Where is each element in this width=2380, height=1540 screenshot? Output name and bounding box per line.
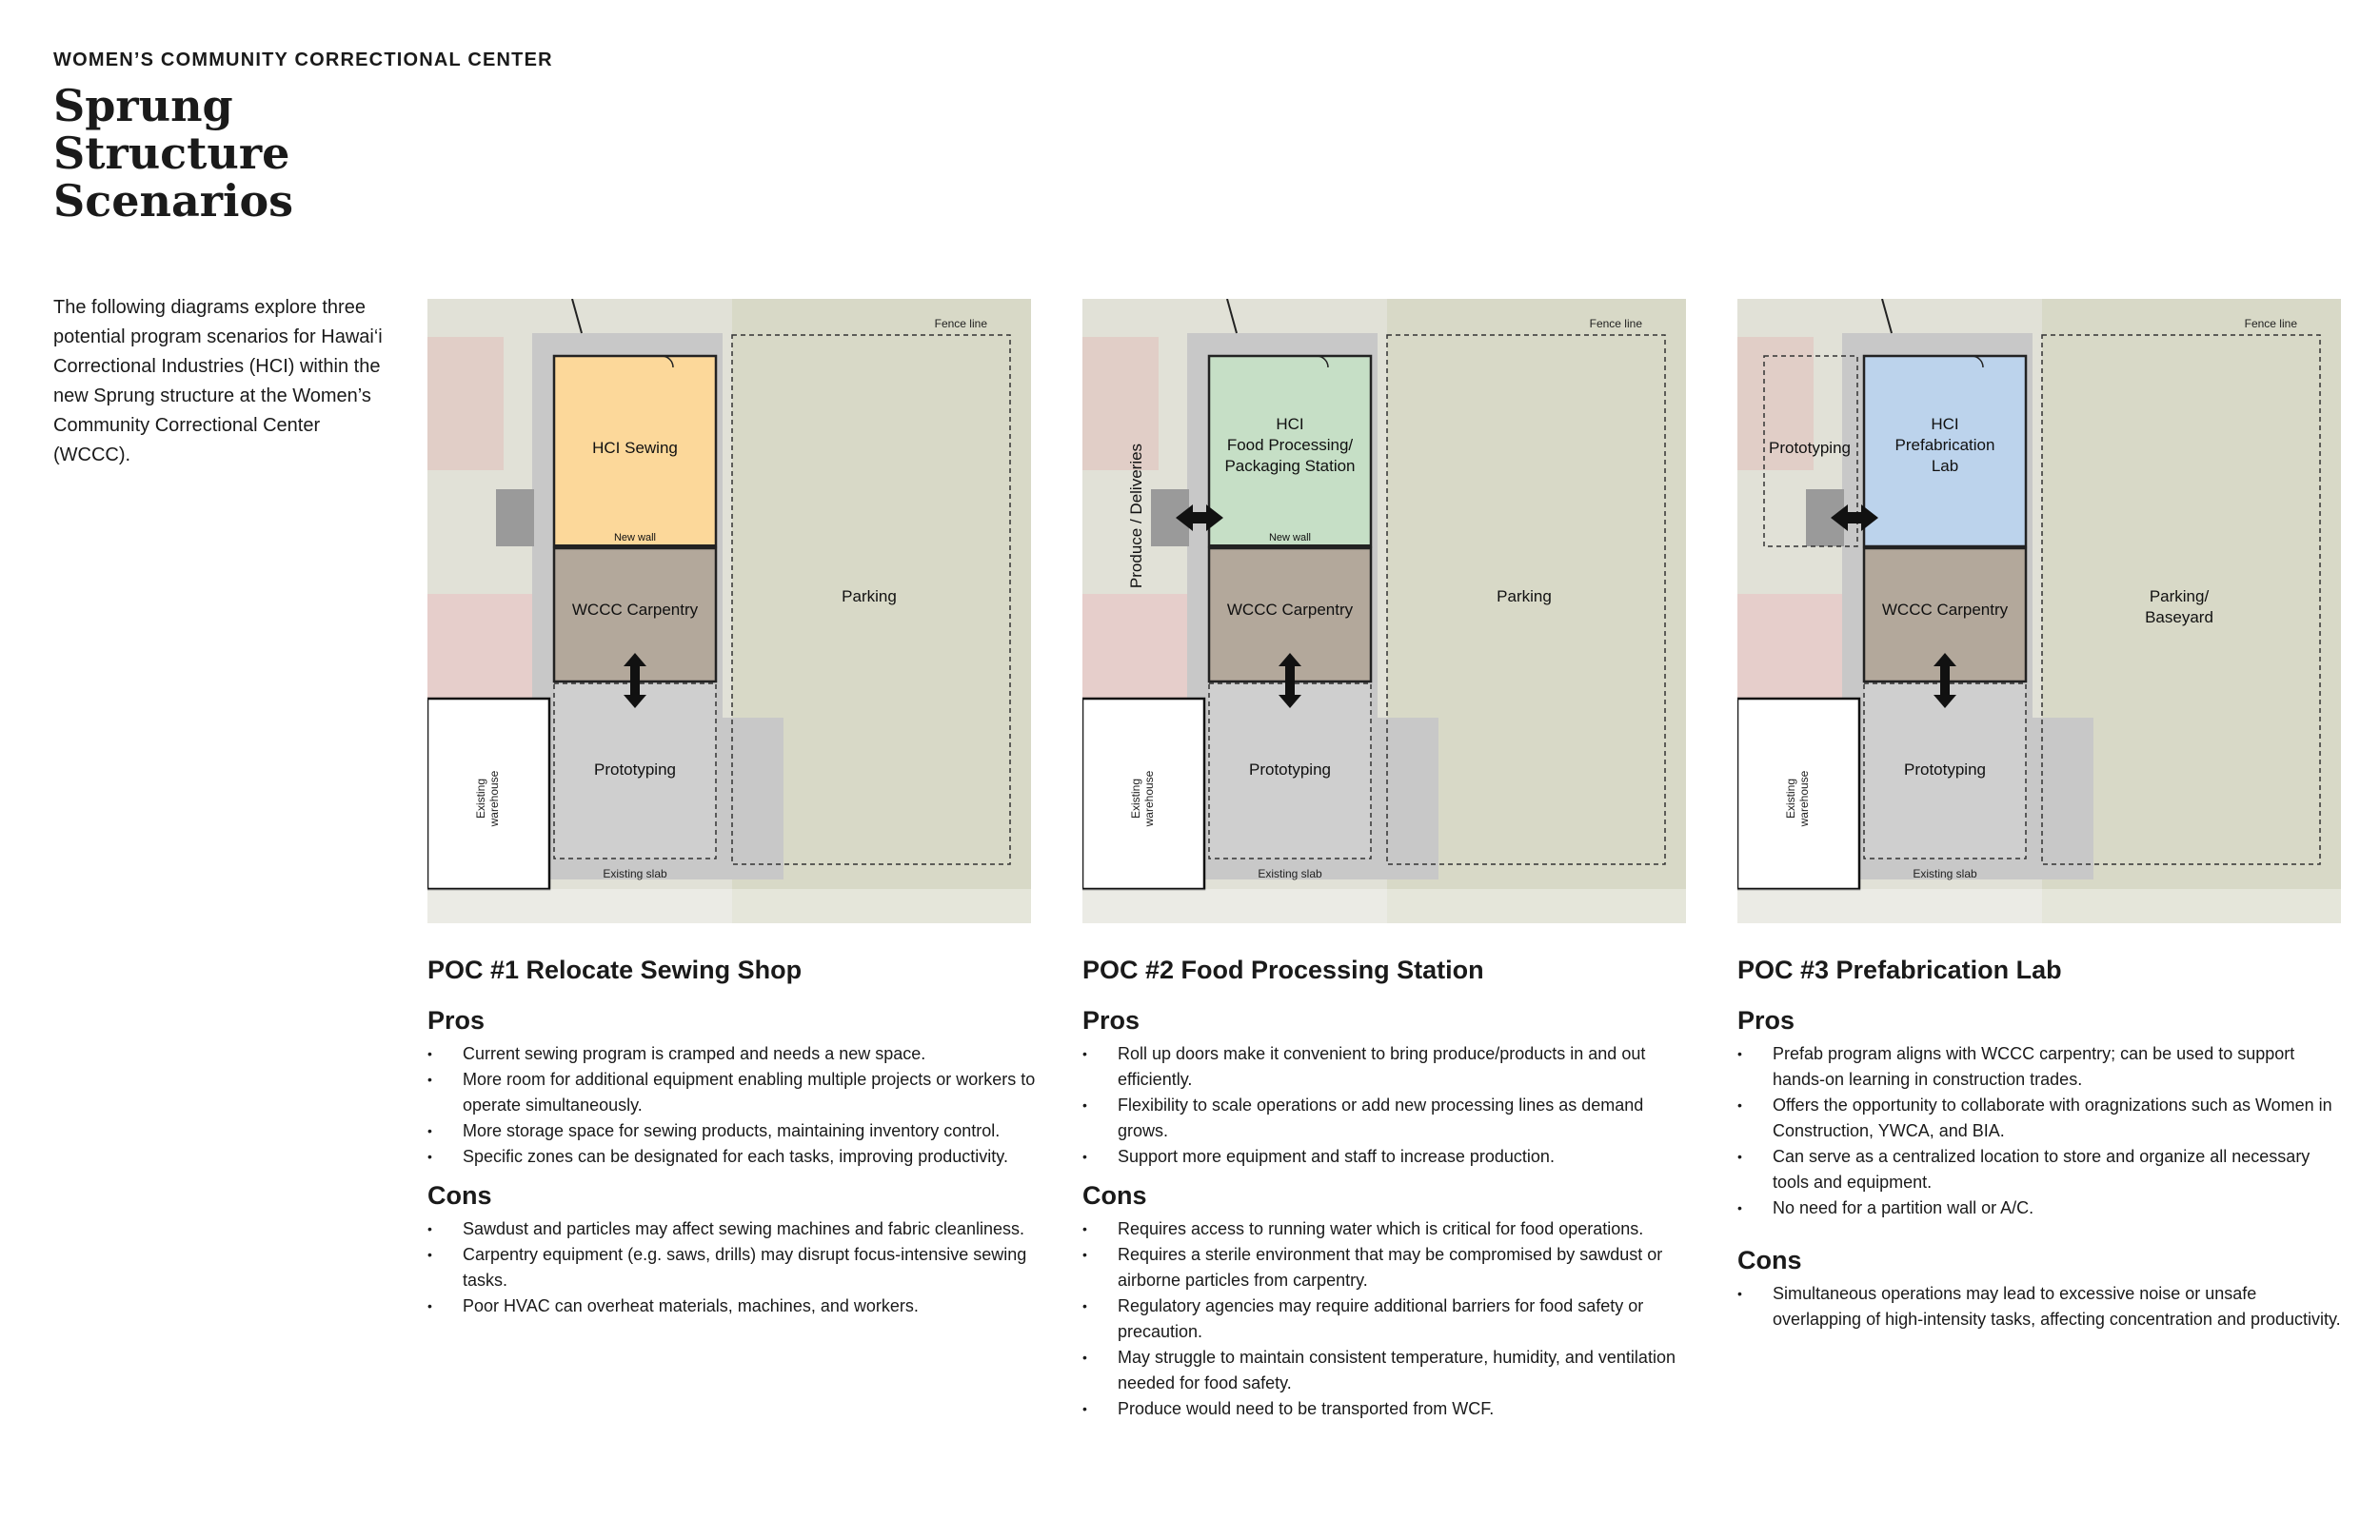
list-item: • Offers the opportunity to collaborate with oragnizations such as Women in Construction, YWCA, and BIA. [1737, 1093, 2347, 1144]
list-item: • More room for additional equipment enabling multiple projects or workers to operate simultaneously. [427, 1067, 1037, 1118]
title-line-2: Structure [53, 128, 290, 179]
list-item: • Requires access to running water which is critical for food operations. [1082, 1216, 1692, 1242]
slab-label: Existing slab [1258, 867, 1322, 880]
parking-label: Parking [842, 587, 897, 605]
poc1-column [427, 956, 1037, 1331]
carpentry-label: WCCC Carpentry [571, 601, 699, 619]
list-item: • Produce would need to be transported from WCF. [1082, 1396, 1692, 1422]
room-label-3: Lab [1931, 457, 1959, 475]
fence-line-label: Fence line [2244, 317, 2297, 330]
site-plan-poc3 [1737, 299, 2341, 923]
cons-heading: Cons [1082, 1181, 1147, 1210]
room-label-2: Prefabrication [1894, 436, 1995, 454]
list-item: • Roll up doors make it convenient to bring produce/products in and out efficiently. [1082, 1041, 1692, 1093]
list-item: • Poor HVAC can overheat materials, machines, and workers. [427, 1293, 1037, 1319]
room-label-1: HCI [1931, 415, 1959, 433]
cons-heading: Cons [427, 1181, 492, 1210]
poc-title: POC #1 Relocate Sewing Shop [427, 956, 803, 984]
warehouse-label-1: Existing [474, 778, 487, 819]
carpentry-label: WCCC Carpentry [1226, 601, 1354, 619]
cons-heading: Cons [1737, 1246, 1802, 1274]
site-plan-poc1 [427, 299, 1031, 923]
pros-list [427, 1041, 1037, 1170]
list-item: • No need for a partition wall or A/C. [1737, 1195, 2347, 1221]
list-item: • More storage space for sewing products, maintaining inventory control. [427, 1118, 1037, 1144]
page-title [53, 82, 434, 225]
list-item: • Regulatory agencies may require additional barriers for food safety or precaution. [1082, 1293, 1692, 1345]
warehouse-label-2: warehouse [1797, 770, 1811, 827]
room-label-1: HCI [1276, 415, 1304, 433]
list-item: • Can serve as a centralized location to store and organize all necessary tools and equipment. [1737, 1144, 2347, 1195]
room-label-3: Packaging Station [1224, 457, 1356, 475]
cons-list [1082, 1216, 1692, 1422]
site-plan-poc2 [1082, 299, 1686, 923]
poc-title: POC #3 Prefabrication Lab [1737, 956, 2062, 984]
title-line-3: Scenarios [53, 175, 294, 227]
parking-label: Parking [1497, 587, 1552, 605]
list-item: • Sawdust and particles may affect sewing machines and fabric cleanliness. [427, 1216, 1037, 1242]
list-item: • Flexibility to scale operations or add new processing lines as demand grows. [1082, 1093, 1692, 1144]
carpentry-label: WCCC Carpentry [1881, 601, 2009, 619]
prototyping-label: Prototyping [1249, 760, 1331, 779]
pros-heading: Pros [1737, 1006, 1795, 1035]
intro-paragraph: The following diagrams explore three potential program scenarios for Hawai‘i Correctional Industries (HCI) within the new Sprung structure at the Women’s Community Correctional Center (WCCC). [53, 297, 383, 465]
pros-list [1737, 1041, 2347, 1221]
cons-list [427, 1216, 1037, 1319]
pros-list [1082, 1041, 1692, 1170]
produce-deliveries-label: Produce / Deliveries [1127, 443, 1145, 589]
room-label: HCI Sewing [592, 439, 678, 457]
prototyping-label: Prototyping [594, 760, 676, 779]
warehouse-label-2: warehouse [1142, 770, 1156, 827]
poc3-column [1737, 956, 2347, 1344]
fence-line-label: Fence line [1589, 317, 1642, 330]
slab-label: Existing slab [603, 867, 667, 880]
parking-label-2: Baseyard [2145, 608, 2213, 626]
room-label-2: Food Processing/ [1226, 436, 1354, 454]
list-item: • Current sewing program is cramped and needs a new space. [427, 1041, 1037, 1067]
new-wall-label: New wall [613, 532, 657, 543]
warehouse-label-2: warehouse [487, 770, 501, 827]
cons-list [1737, 1281, 2347, 1333]
eyebrow-label: WOMEN’S COMMUNITY CORRECTIONAL CENTER [53, 49, 553, 70]
list-item: • Carpentry equipment (e.g. saws, drills) may disrupt focus-intensive sewing tasks. [427, 1242, 1037, 1293]
slab-label: Existing slab [1913, 867, 1977, 880]
title-line-1: Sprung [53, 80, 233, 131]
warehouse-label-1: Existing [1129, 778, 1142, 819]
prototyping-label: Prototyping [1904, 760, 1986, 779]
poc2-column [1082, 956, 1692, 1433]
list-item: • Prefab program aligns with WCCC carpentry; can be used to support hands-on learning in construction trades. [1737, 1041, 2347, 1093]
pros-heading: Pros [1082, 1006, 1140, 1035]
poc-title: POC #2 Food Processing Station [1082, 956, 1484, 984]
fence-line-label: Fence line [934, 317, 987, 330]
new-wall-label: New wall [1268, 532, 1312, 543]
list-item: • Requires a sterile environment that may be compromised by sawdust or airborne particles from carpentry. [1082, 1242, 1692, 1293]
list-item: • Support more equipment and staff to increase production. [1082, 1144, 1692, 1170]
parking-label-1: Parking/ [2149, 587, 2210, 605]
warehouse-label-1: Existing [1784, 778, 1797, 819]
list-item: • Specific zones can be designated for each tasks, improving productivity. [427, 1144, 1037, 1170]
list-item: • May struggle to maintain consistent temperature, humidity, and ventilation needed for food safety. [1082, 1345, 1692, 1396]
side-prototyping-label: Prototyping [1769, 439, 1851, 457]
pros-heading: Pros [427, 1006, 486, 1035]
list-item: • Simultaneous operations may lead to excessive noise or unsafe overlapping of high-intensity tasks, affecting concentration and productivity. [1737, 1281, 2347, 1333]
